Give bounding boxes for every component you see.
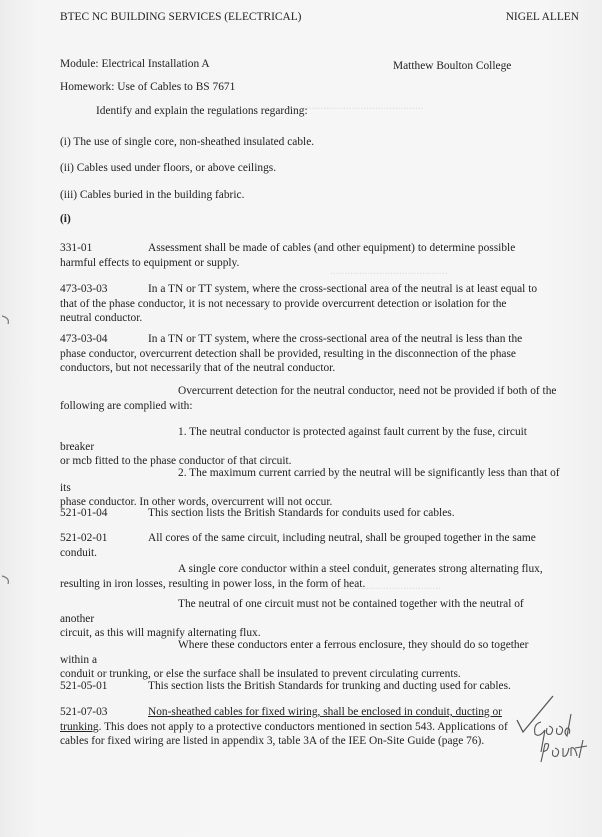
condition-1: 1. The neutral conductor is protected against fault current by the fuse, circuit breaker or mcb fitted to the phase conductor of that circuit.	[60, 426, 527, 467]
paragraph-steel-conduit: A single core conductor within a steel conduit, generates strong alternating flux, resulting in iron losses, resulting in power loss, in the form of heat.	[60, 563, 543, 590]
regulation-521-05-01: 521-05-01 This section lists the British Standards for trunking and ducting used for cables.	[60, 680, 511, 692]
regulation-473-03-04: 473-03-04 In a TN or TT system, where the cross-sectional area of the neutral is less than the phase conductor, overcurrent detection shall be provided, resulting in the disconnection of the phase conductors, but not necessarily that of the neutral conductor.	[60, 333, 523, 374]
regulation-331-01: 331-01 Assessment shall be made of cables (and other equipment) to determine possible harmful effects to equipment or supply.	[60, 242, 516, 269]
regulation-521-07-03: 521-07-03 Non-sheathed cables for fixed wiring, shall be enclosed in conduit, ducting or trunking. This does not apply to a protective conductors mentioned in section 543. Applications of cables for fixed wiring are listed in appendix 3, table 3A of the IEE On-Site Guide (page 76).	[60, 706, 508, 747]
punch-hole-mark-icon	[0, 572, 16, 588]
task-item: (ii) Cables used under floors, or above ceilings.	[60, 162, 277, 174]
show-through-text: ..........................................	[320, 580, 441, 592]
module-label: Module: Electrical Installation A	[60, 58, 210, 70]
college-name: Matthew Boulton College	[393, 60, 512, 72]
homework-title: Homework: Use of Cables to BS 7671	[60, 81, 236, 93]
task-intro: Identify and explain the regulations regarding:	[96, 105, 308, 117]
task-item: (i) The use of single core, non-sheathed insulated cable.	[60, 136, 315, 148]
regulation-code: 521-02-01	[60, 532, 108, 544]
regulation-code: 473-03-03	[60, 283, 108, 295]
regulation-521-01-04: 521-01-04 This section lists the British Standards for conduits used for cables.	[60, 507, 455, 519]
author-name: NIGEL ALLEN	[505, 11, 579, 23]
section-heading: (i)	[60, 213, 71, 225]
regulation-521-02-01: 521-02-01 All cores of the same circuit, including neutral, shall be grouped together in the same conduit.	[60, 532, 536, 559]
condition-2: 2. The maximum current carried by the neutral will be significantly less than that of its phase conductor. In other words, overcurrent will not occur.	[60, 467, 560, 508]
underlined-text: Non-sheathed cables for fixed wiring, shall be enclosed in conduit, ducting or	[148, 706, 502, 718]
regulation-473-03-03: 473-03-03 In a TN or TT system, where the cross-sectional area of the neutral is at least equal to that of the phase conductor, it is not necessary to provide overcurrent detection or isolation for the neutral conductor.	[60, 283, 538, 324]
regulation-code: 331-01	[60, 242, 93, 254]
paragraph-neutral: The neutral of one circuit must not be contained together with the neutral of another circuit, as this will magnify alternating flux.	[60, 598, 524, 639]
regulation-code: 521-05-01	[60, 680, 108, 692]
show-through-text: .........................................	[330, 265, 448, 277]
show-through-text: ...........................................	[300, 100, 424, 112]
paragraph-ferrous: Where these conductors enter a ferrous enclosure, they should do so together within a conduit or trunking, or else the surface shall be insulated to prevent circulating currents.	[60, 639, 529, 680]
regulation-code: 473-03-04	[60, 333, 108, 345]
task-item: (iii) Cables buried in the building fabric.	[60, 189, 245, 201]
course-title: BTEC NC BUILDING SERVICES (ELECTRICAL)	[60, 11, 302, 23]
punch-hole-mark-icon	[0, 312, 16, 328]
handwritten-good-point-annotation	[505, 690, 600, 785]
underlined-text: trunking	[60, 720, 99, 733]
regulation-code: 521-01-04	[60, 507, 108, 519]
overcurrent-paragraph: Overcurrent detection for the neutral conductor, need not be provided if both of the following are complied with:	[60, 385, 557, 412]
regulation-code: 521-07-03	[60, 706, 108, 718]
